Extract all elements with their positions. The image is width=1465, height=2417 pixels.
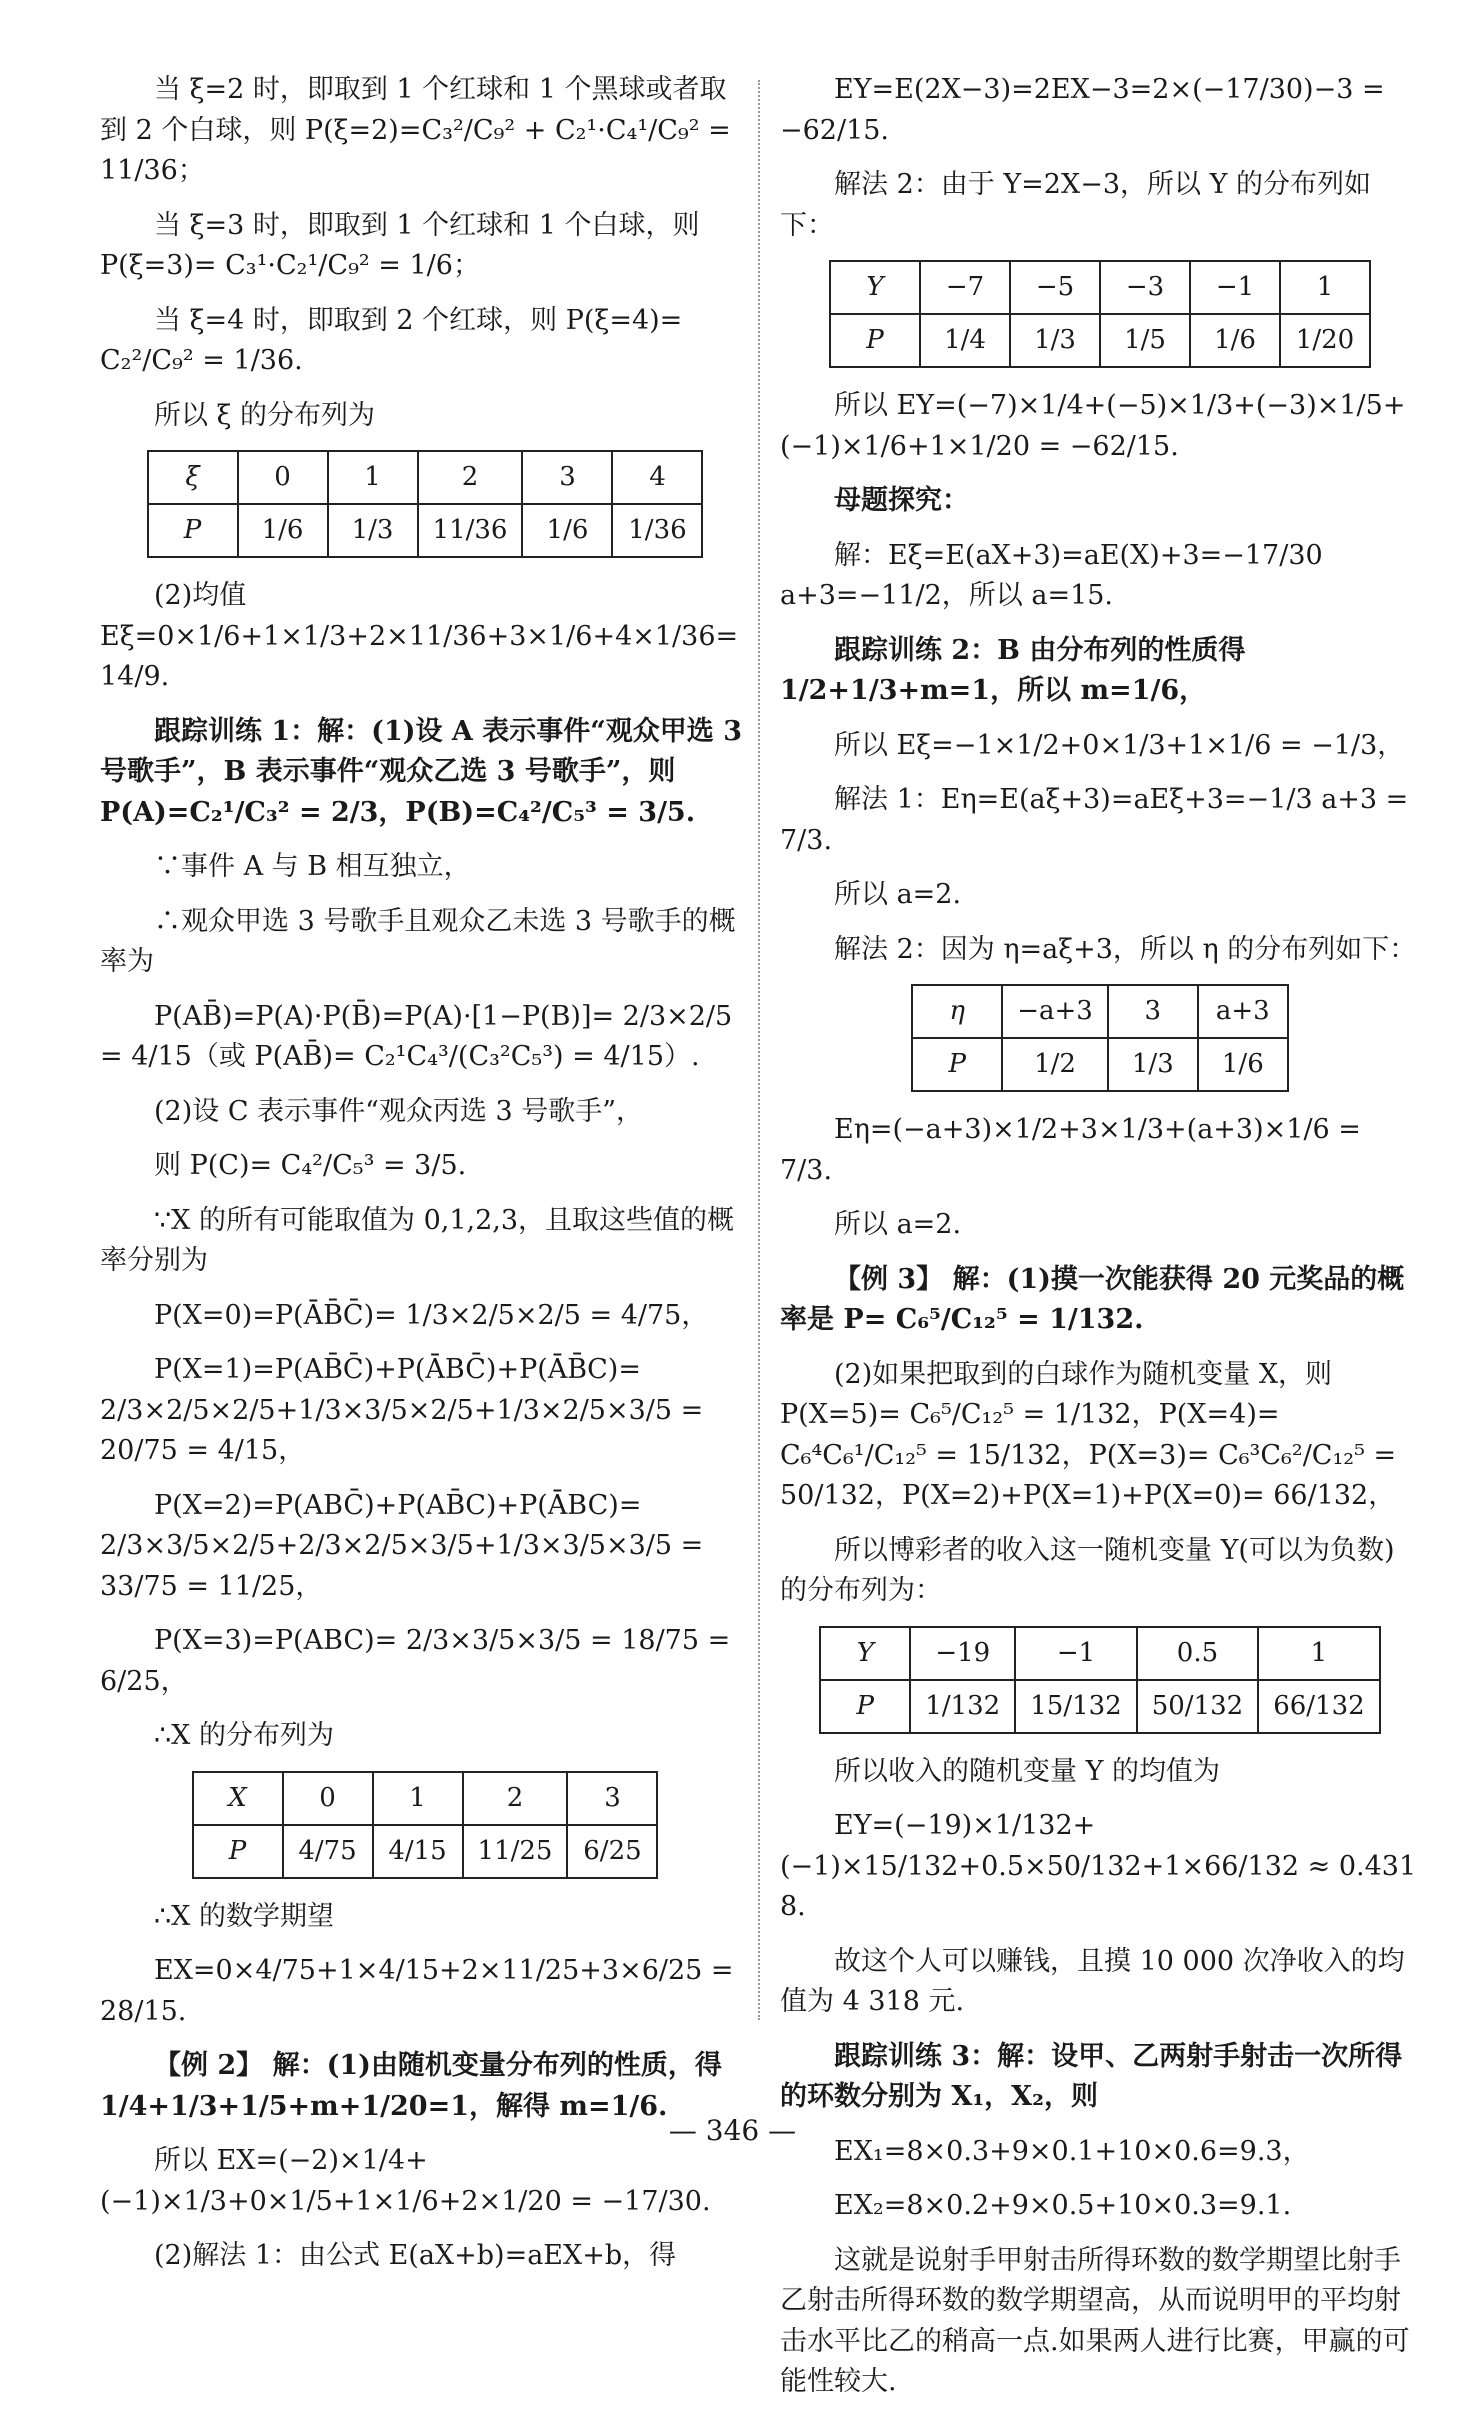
para: (2)设 C 表示事件“观众丙选 3 号歌手”，	[154, 1095, 644, 1127]
cell: 2	[418, 451, 523, 504]
cell: 3	[567, 1772, 657, 1825]
cell: 1/4	[920, 314, 1010, 367]
cell: X	[193, 1772, 283, 1825]
cell: 1	[1280, 261, 1370, 314]
para: EX₁=8×0.3+9×0.1+10×0.6=9.3，	[834, 2135, 1310, 2167]
para: 故这个人可以赚钱，且摸 10 000 次净收入的均值为 4 318 元.	[780, 1945, 1405, 2017]
para: 跟踪训练 2：B 由分布列的性质得 1/2+1/3+m=1，所以 m=1/6，	[780, 634, 1246, 706]
para: EX=0×4/75+1×4/15+2×11/25+3×6/25 = 28/15.	[100, 1955, 734, 2027]
para: 解：Eξ=E(aX+3)=aE(X)+3=−17/30 a+3=−11/2，所以 a=15.	[780, 539, 1323, 611]
para: 则 P(C)= C₄²/C₅³ = 3/5.	[154, 1150, 467, 1181]
para: ∴X 的分布列为	[154, 1720, 334, 1751]
cell: 1	[373, 1772, 463, 1825]
para: 解法 1：Eη=E(aξ+3)=aEξ+3=−1/3 a+3 = 7/3.	[780, 784, 1409, 856]
para: 所以 EY=(−7)×1/4+(−5)×1/3+(−3)×1/5+(−1)×1/6+1×1/20 = −62/15.	[780, 390, 1406, 462]
cell: 1/6	[1198, 1038, 1288, 1091]
left-column	[100, 70, 750, 2291]
para: EX₂=8×0.2+9×0.5+10×0.3=9.1.	[834, 2190, 1292, 2221]
para: 所以 ξ 的分布列为	[154, 399, 376, 431]
cell: 1/6	[238, 504, 328, 557]
para: 所以博彩者的收入这一随机变量 Y(可以为负数)的分布列为：	[780, 1534, 1395, 1606]
x-distribution-table	[192, 1771, 659, 1879]
para: ∵X 的所有可能取值为 0,1,2,3，且取这些值的概率分别为	[100, 1204, 735, 1276]
y-distribution-table	[829, 260, 1371, 368]
cell: P	[830, 314, 920, 367]
para: P(AB̄)=P(A)·P(B̄)=P(A)·[1−P(B)]= 2/3×2/5 = 4/15（或 P(AB̄)= C₂¹C₄³/(C₃²C₅³) = 4/15）.	[100, 1000, 733, 1072]
cell: 1/3	[1010, 314, 1100, 367]
cell: ξ	[148, 451, 238, 504]
cell: 1/6	[522, 504, 612, 557]
cell: 11/25	[463, 1825, 568, 1878]
para: 所以 EX=(−2)×1/4+(−1)×1/3+0×1/5+1×1/6+2×1/20 = −17/30.	[100, 2145, 711, 2217]
cell: −1	[1015, 1627, 1136, 1680]
para: (2)解法 1：由公式 E(aX+b)=aEX+b，得	[154, 2240, 677, 2271]
para: 当 ξ=3 时，即取到 1 个红球和 1 个白球，则 P(ξ=3)= C₃¹·C₂¹/C₉² = 1/6；	[100, 209, 700, 281]
cell: 1/2	[1002, 1038, 1108, 1091]
cell: 4	[612, 451, 702, 504]
cell: 1/20	[1280, 314, 1370, 367]
para: 所以 a=2.	[834, 1209, 962, 1240]
eta-distribution-table	[911, 984, 1289, 1092]
cell: η	[912, 985, 1002, 1038]
cell: P	[193, 1825, 283, 1878]
para: P(X=0)=P(ĀB̄C̄)= 1/3×2/5×2/5 = 4/75，	[154, 1299, 709, 1331]
cell: 0.5	[1137, 1627, 1258, 1680]
cell: 11/36	[418, 504, 523, 557]
para: ∴X 的数学期望	[154, 1900, 334, 1932]
cell: 3	[522, 451, 612, 504]
cell: 66/132	[1258, 1680, 1379, 1733]
cell: 1/6	[1190, 314, 1280, 367]
para: P(X=3)=P(ABC)= 2/3×3/5×3/5 = 18/75 = 6/25，	[100, 1625, 731, 1697]
para: ∵事件 A 与 B 相互独立，	[154, 851, 471, 882]
page-number: — 346 —	[668, 2114, 797, 2147]
cell: 2	[463, 1772, 568, 1825]
para: 解法 2：因为 η=aξ+3，所以 η 的分布列如下：	[834, 933, 1417, 965]
cell: 4/75	[283, 1825, 373, 1878]
cell: 0	[238, 451, 328, 504]
para: 所以 Eξ=−1×1/2+0×1/3+1×1/6 = −1/3，	[834, 729, 1405, 761]
cell: P	[820, 1680, 910, 1733]
cell: P	[912, 1038, 1002, 1091]
cell: 50/132	[1137, 1680, 1258, 1733]
cell: 0	[283, 1772, 373, 1825]
cell: 15/132	[1015, 1680, 1136, 1733]
para: ∴观众甲选 3 号歌手且观众乙未选 3 号歌手的概率为	[100, 905, 736, 977]
cell: 3	[1108, 985, 1198, 1038]
cell: 6/25	[567, 1825, 657, 1878]
para: 解法 2：由于 Y=2X−3，所以 Y 的分布列如下：	[780, 169, 1371, 241]
cell: −5	[1010, 261, 1100, 314]
para: 这就是说射手甲射击所得环数的数学期望比射手乙射击所得环数的数学期望高，从而说明甲的平均射击水平比乙的稍高一点.如果两人进行比赛，甲赢的可能性较大.	[780, 2244, 1410, 2397]
cell: Y	[830, 261, 920, 314]
right-column	[780, 70, 1420, 2417]
cell: −19	[910, 1627, 1015, 1680]
para: 【例 3】 解：(1)摸一次能获得 20 元奖品的概率是 P= C₆⁵/C₁₂⁵ = 1/132.	[780, 1263, 1405, 1335]
cell: −a+3	[1002, 985, 1108, 1038]
para: EY=E(2X−3)=2EX−3=2×(−17/30)−3 = −62/15.	[780, 74, 1385, 146]
para: 【例 2】 解：(1)由随机变量分布列的性质，得 1/4+1/3+1/5+m+1/20=1，解得 m=1/6.	[100, 2050, 722, 2122]
para: 母题探究：	[834, 485, 969, 516]
cell: 1/3	[328, 504, 418, 557]
cell: a+3	[1198, 985, 1288, 1038]
xi-distribution-table	[147, 450, 704, 558]
para: P(X=2)=P(ABC̄)+P(AB̄C)+P(ĀBC)= 2/3×3/5×2/5+2/3×2/5×3/5+1/3×3/5×3/5 = 33/75 = 11/25，	[100, 1489, 704, 1602]
cell: −7	[920, 261, 1010, 314]
cell: 1/5	[1100, 314, 1190, 367]
para: 所以收入的随机变量 Y 的均值为	[834, 1755, 1220, 1787]
para: Eη=(−a+3)×1/2+3×1/3+(a+3)×1/6 = 7/3.	[780, 1114, 1361, 1186]
cell: Y	[820, 1627, 910, 1680]
cell: P	[148, 504, 238, 557]
cell: 4/15	[373, 1825, 463, 1878]
para: 跟踪训练 3：解：设甲、乙两射手射击一次所得的环数分别为 X₁，X₂，则	[780, 2040, 1403, 2112]
para: 跟踪训练 1：解：(1)设 A 表示事件“观众甲选 3 号歌手”，B 表示事件“观众乙选 3 号歌手”，则 P(A)=C₂¹/C₃² = 2/3，P(B)=C₄²/C₅³ = 3/5.	[100, 715, 742, 828]
para: 所以 a=2.	[834, 879, 962, 910]
para: P(X=1)=P(AB̄C̄)+P(ĀBC̄)+P(ĀB̄C)= 2/3×2/5×2/5+1/3×3/5×2/5+1/3×2/5×3/5 = 20/75 = 4/15，	[100, 1354, 704, 1466]
cell: 1/132	[910, 1680, 1015, 1733]
para: 当 ξ=2 时，即取到 1 个红球和 1 个黑球或者取到 2 个白球，则 P(ξ=2)=C₃²/C₉² + C₂¹·C₄¹/C₉² = 11/36；	[100, 74, 731, 186]
para: EY=(−19)×1/132+(−1)×15/132+0.5×50/132+1×66/132 ≈ 0.431 8.	[780, 1810, 1417, 1922]
cell: −1	[1190, 261, 1280, 314]
column-divider	[758, 80, 760, 2020]
cell: 1	[1258, 1627, 1379, 1680]
cell: 1	[328, 451, 418, 504]
cell: −3	[1100, 261, 1190, 314]
income-distribution-table	[819, 1626, 1380, 1734]
cell: 1/3	[1108, 1038, 1198, 1091]
cell: 1/36	[612, 504, 702, 557]
para: (2)均值 Eξ=0×1/6+1×1/3+2×11/36+3×1/6+4×1/36= 14/9.	[100, 580, 739, 692]
para: (2)如果把取到的白球作为随机变量 X，则 P(X=5)= C₆⁵/C₁₂⁵ = 1/132，P(X=4)= C₆⁴C₆¹/C₁₂⁵ = 15/132，P(X=3)= C₆³C₆²/C₁₂⁵ = 50/132，P(X=2)+P(X=1)+P(X=0)= 66/132，	[780, 1358, 1397, 1511]
para: 当 ξ=4 时，即取到 2 个红球，则 P(ξ=4)= C₂²/C₉² = 1/36.	[100, 304, 683, 376]
